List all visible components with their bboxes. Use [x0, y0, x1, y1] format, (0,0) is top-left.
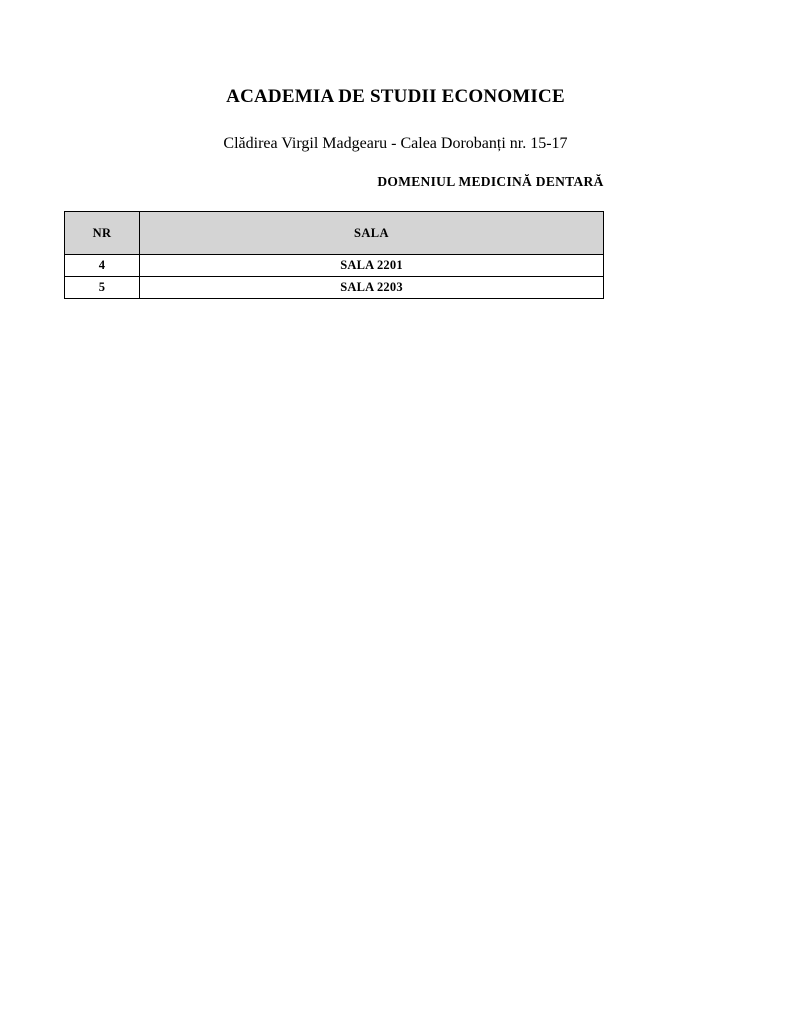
column-header-sala: SALA	[140, 212, 604, 255]
page-title: ACADEMIA DE STUDII ECONOMICE	[226, 86, 565, 107]
building-address-subtitle: Clădirea Virgil Madgearu - Calea Dorobanți nr. 15-17	[223, 135, 568, 152]
table-row	[65, 255, 604, 277]
cell-nr: 4	[65, 255, 140, 277]
cell-sala: SALA 2203	[140, 277, 604, 299]
table-row	[65, 277, 604, 299]
column-header-nr: NR	[65, 212, 140, 255]
cell-sala: SALA 2201	[140, 255, 604, 277]
domain-heading: DOMENIUL MEDICINĂ DENTARĂ	[377, 174, 604, 189]
table-header-row	[65, 212, 604, 255]
table-header	[65, 212, 604, 255]
cell-nr: 5	[65, 277, 140, 299]
rooms-table	[64, 211, 604, 299]
table-body	[65, 255, 604, 299]
